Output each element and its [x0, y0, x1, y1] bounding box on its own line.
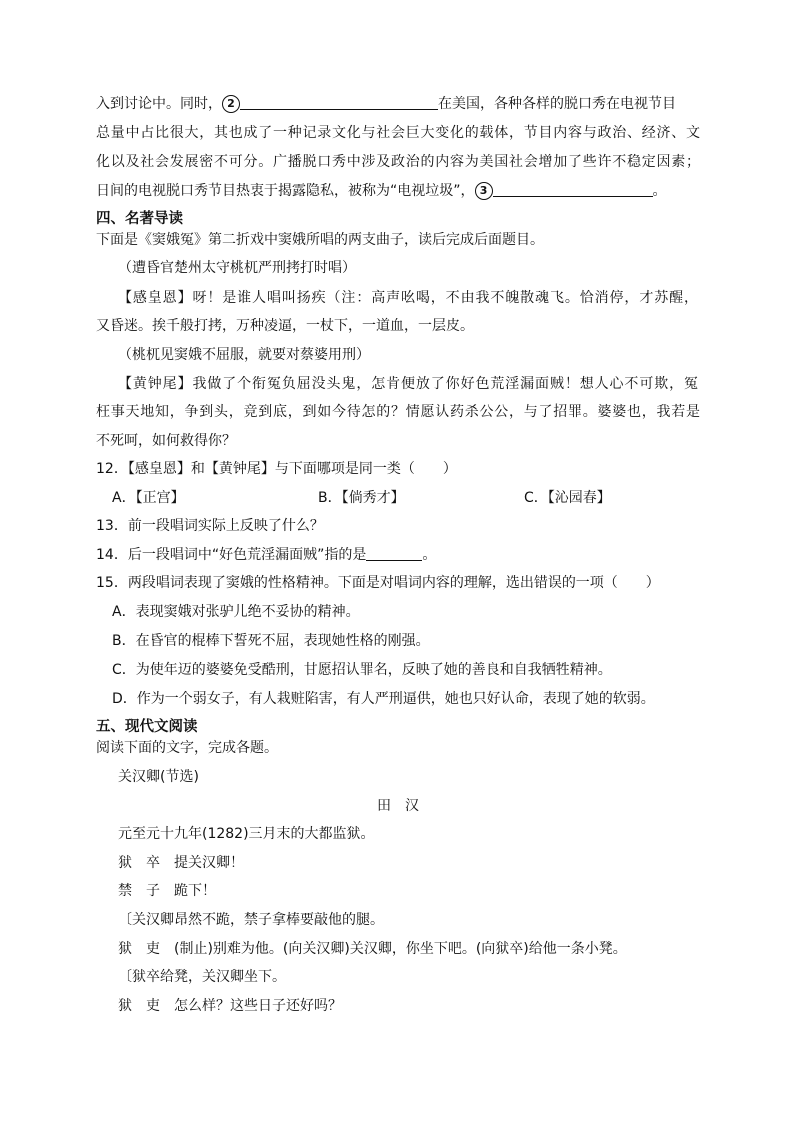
question-15: 15．两段唱词表现了窦娥的性格精神。下面是对唱词内容的理解，选出错误的一项（ ） [96, 575, 660, 591]
reading-title: 关汉卿(节选) [118, 769, 199, 785]
stage-direction-2: （桃杌见窦娥不屈服，就要对蔡婆用刑） [118, 347, 370, 363]
option-12-a[interactable]: A．【正宫】 [112, 490, 185, 506]
question-14-text: 14．后一段唱词中“好色荒淫漏面贼”指的是 [96, 547, 367, 563]
option-12-c[interactable]: C．【沁园春】 [524, 490, 611, 506]
option-12-b[interactable]: B．【倘秀才】 [318, 490, 405, 506]
section4-intro: 下面是《窦娥冤》第二折戏中窦娥所唱的两支曲子，读后完成后面题目。 [96, 232, 544, 248]
answer-blank-3[interactable] [493, 181, 653, 197]
para-text: 。 [652, 183, 667, 199]
dialogue-line-4: 狱 吏 怎么样？这些日子还好吗？ [118, 998, 342, 1014]
song2-line-1: 【黄钟尾】我做了个衔冤负屈没头鬼，怎肯便放了你好色荒淫漏面贼！想人心不可欺，冤 [118, 376, 698, 392]
option-15-d[interactable]: D．作为一个弱女子，有人栽赃陷害，有人严刑逼供，她也只好认命，表现了她的软弱。 [112, 691, 655, 707]
question-14 [96, 544, 700, 566]
option-15-b[interactable]: B．在昏官的棍棒下誓死不屈，表现她性格的刚强。 [112, 633, 430, 649]
option-15-a[interactable]: A．表现窦娥对张驴儿绝不妥协的精神。 [112, 604, 360, 620]
para-text: 入到讨论中。同时， [96, 96, 222, 112]
section-heading-4: 四、名著导读 [96, 211, 183, 227]
para-text: 在美国，各种各样的脱口秀在电视节目 [438, 96, 676, 112]
para-text: 日间的电视脱口秀节目热衷于揭露隐私，被称为“电视垃圾”， [96, 183, 475, 199]
para-line-1 [96, 93, 700, 115]
song1-line-2: 又昏迷。挨千般打拷，万种凌逼，一杖下，一道血，一层皮。 [96, 318, 474, 334]
answer-blank-2[interactable] [240, 94, 438, 110]
answer-blank-14[interactable] [366, 545, 422, 561]
section5-intro: 阅读下面的文字，完成各题。 [96, 740, 278, 756]
question-13: 13．前一段唱词实际上反映了什么？ [96, 518, 324, 534]
stage-direction-3: 〔关汉卿昂然不跪，禁子拿棒要敲他的腿。 [118, 912, 384, 928]
dialogue-line-2: 禁 子 跪下！ [118, 883, 216, 899]
song1-line-1: 【感皇恩】呀！是谁人唱叫扬疾（注：高声吆喝，不由我不魄散魂飞。恰消停，才苏醒， [118, 290, 698, 306]
para-line-3: 化以及社会发展密不可分。广播脱口秀中涉及政治的内容为美国社会增加了些许不稳定因素； [96, 154, 700, 170]
para-line-4 [96, 180, 700, 202]
song2-line-3: 不死呵，如何救得你？ [96, 433, 236, 449]
reading-author: 田 汉 [377, 798, 419, 814]
circled-number-3: 3 [475, 182, 493, 200]
scene-setting: 元至元十九年(1282)三月末的大都监狱。 [118, 826, 375, 842]
section-heading-5: 五、现代文阅读 [96, 719, 198, 735]
circled-number-2: 2 [222, 95, 240, 113]
stage-direction-1: （遭昏官楚州太守桃杌严刑拷打时唱） [118, 260, 356, 276]
option-15-c[interactable]: C．为使年迈的婆婆免受酷刑，甘愿招认罪名，反映了她的善良和自我牺牲精神。 [112, 662, 612, 678]
stage-direction-4: 〔狱卒给凳，关汉卿坐下。 [118, 969, 286, 985]
question-12: 12．【感皇恩】和【黄钟尾】与下面哪项是同一类（ ） [96, 461, 457, 477]
dialogue-line-1: 狱 卒 提关汉卿！ [118, 855, 244, 871]
question-14-end: 。 [422, 547, 437, 563]
song2-line-2: 枉事天地知，争到头，竞到底，到如今待怎的？情愿认药杀公公，与了招罪。婆婆也，我若是 [96, 404, 700, 420]
dialogue-line-3: 狱 吏 (制止)别难为他。(向关汉卿)关汉卿，你坐下吧。(向狱卒)给他一条小凳。 [118, 941, 627, 957]
para-line-2: 总量中占比很大，其也成了一种记录文化与社会巨大变化的载体，节目内容与政治、经济、文 [96, 125, 700, 141]
